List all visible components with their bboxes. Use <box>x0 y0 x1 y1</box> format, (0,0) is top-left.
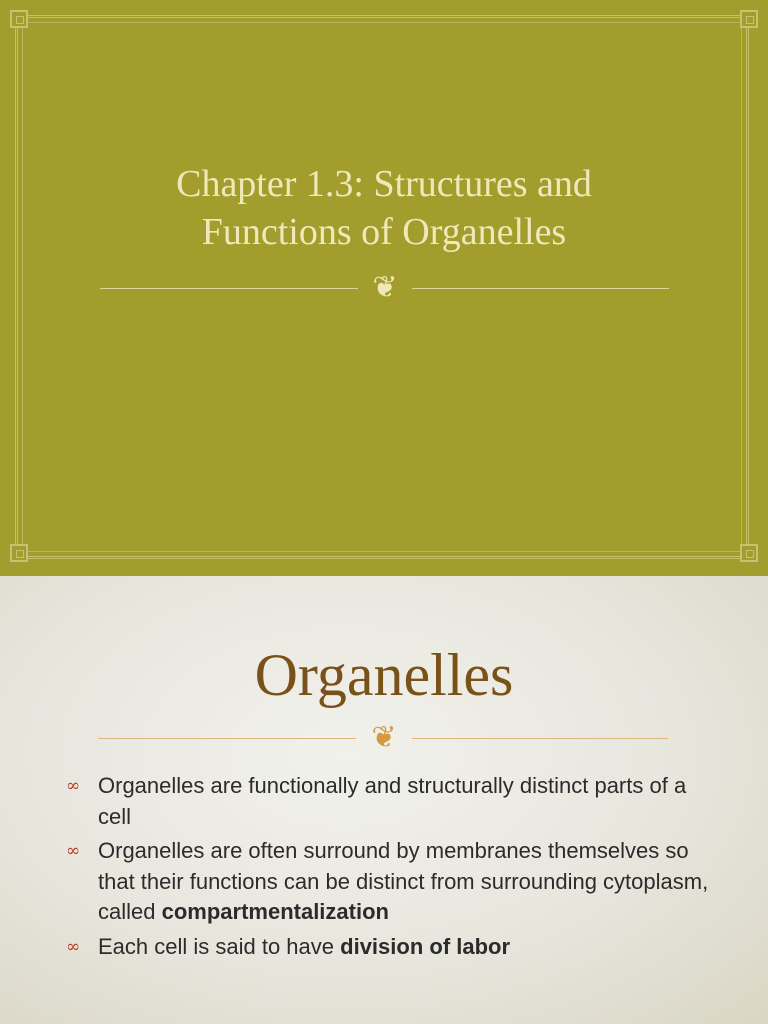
content-slide <box>0 576 768 1024</box>
bullet-ornament-icon: ∞ <box>66 841 81 861</box>
corner-ornament-icon <box>10 544 28 562</box>
flourish-icon: ❦ <box>371 720 397 755</box>
bullet-list <box>64 771 724 966</box>
title-divider-right <box>412 288 669 289</box>
list-item <box>64 932 724 963</box>
bullet-bold-term: division of labor <box>340 933 511 959</box>
bullet-bold-term: compartmentalization <box>161 899 389 924</box>
bullet-ornament-icon: ∞ <box>66 776 81 796</box>
content-divider-right <box>412 738 668 739</box>
title-divider-left <box>100 288 358 289</box>
flourish-icon: ❦ <box>372 270 398 305</box>
list-item <box>64 771 724 832</box>
bullet-text: Each cell is said to have <box>98 933 341 959</box>
list-item <box>64 836 724 928</box>
bullet-ornament-icon: ∞ <box>66 936 81 957</box>
corner-ornament-icon <box>740 544 758 562</box>
content-title: Organelles <box>254 642 514 708</box>
content-divider-left <box>98 738 356 739</box>
bullet-text: Organelles are functionally and structurally distinct parts of a cell <box>98 773 687 829</box>
corner-ornament-icon <box>740 10 758 28</box>
bullet-text: Organelles are often surround by membranes themselves so that their functions can be distinct from surrounding cytoplasm, called <box>98 838 709 924</box>
slide-title-line1: Chapter 1.3: Structures and <box>176 163 592 205</box>
corner-ornament-icon <box>10 10 28 28</box>
slide-title-line2: Functions of Organelles <box>201 211 567 253</box>
slide-title <box>60 160 708 256</box>
